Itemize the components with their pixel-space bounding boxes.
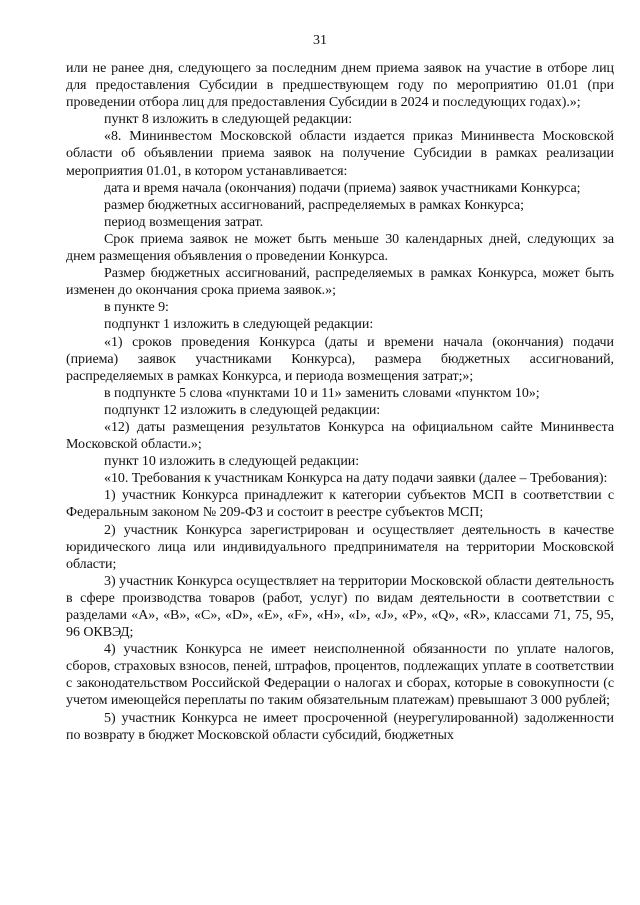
paragraph: 3) участник Конкурса осуществляет на территории Московской области деятельность в сфере производства товаров (работ, услуг) по видам деятельности в соответствии с разделами «A», «B», «C», «D», «E», «F», «H», «I», «J», «P», «Q», «R», классами 71, 75, 95, 96 ОКВЭД; <box>66 573 614 641</box>
page-number: 31 <box>313 33 327 48</box>
paragraph: или не ранее дня, следующего за последним днем приема заявок на участие в отборе лиц для предоставления Субсидии в предшествующем году по мероприятию 01.01 (при проведении отбора лиц для предоставления Субсидии в 2024 и последующих годах).»; <box>66 61 614 111</box>
paragraph: подпункт 1 изложить в следующей редакции: <box>104 317 374 333</box>
paragraph: «10. Требования к участникам Конкурса на дату подачи заявки (далее – Требования): <box>104 471 608 487</box>
paragraph: в пункте 9: <box>104 300 169 316</box>
paragraph: период возмещения затрат. <box>104 214 264 230</box>
document-body <box>66 60 614 744</box>
paragraph: пункт 10 изложить в следующей редакции: <box>104 454 360 470</box>
paragraph: 2) участник Конкурса зарегистрирован и осуществляет деятельность в качестве юридического лица или индивидуального предпринимателя на территории Московской области; <box>66 522 614 572</box>
paragraph: 1) участник Конкурса принадлежит к категории субъектов МСП в соответствии с Федеральным законом № 209-ФЗ и состоит в реестре субъектов МСП; <box>66 488 614 521</box>
paragraph: Размер бюджетных ассигнований, распределяемых в рамках Конкурса, может быть изменен до окончания срока приема заявок.»; <box>66 266 614 299</box>
paragraph: дата и время начала (окончания) подачи (приема) заявок участниками Конкурса; <box>104 180 581 196</box>
paragraph: 5) участник Конкурса не имеет просроченной (неурегулированной) задолженности по возврату в бюджет Московской области субсидий, бюджетных <box>66 710 614 743</box>
paragraph: 4) участник Конкурса не имеет неисполненной обязанности по уплате налогов, сборов, страховых взносов, пеней, штрафов, процентов, подлежащих уплате в соответствии с законодательством Российской Федерации о налогах и сборах, которые в совокупности (с учетом имеющейся переплаты по таким обязательным платежам) превышают 3 000 рублей; <box>66 642 614 709</box>
paragraph: «8. Мининвестом Московской области издается приказ Мининвеста Московской области об объявлении приема заявок на получение Субсидии в рамках реализации мероприятия 01.01, в котором устанавливается: <box>66 129 614 179</box>
paragraph: Срок приема заявок не может быть меньше 30 календарных дней, следующих за днем размещения объявления о проведении Конкурса. <box>66 231 614 265</box>
paragraph: размер бюджетных ассигнований, распределяемых в рамках Конкурса; <box>104 197 525 213</box>
paragraph: пункт 8 изложить в следующей редакции: <box>104 112 353 128</box>
paragraph: подпункт 12 изложить в следующей редакции: <box>104 402 381 418</box>
paragraph: в подпункте 5 слова «пунктами 10 и 11» заменить словами «пунктом 10»; <box>104 385 540 401</box>
paragraph: «1) сроков проведения Конкурса (даты и времени начала (окончания) подачи (приема) заявок участниками Конкурса), размера бюджетных ассигнований, распределяемых в рамках Конкурса, и периода возмещения затрат;»; <box>66 334 614 384</box>
paragraph: «12) даты размещения результатов Конкурса на официальном сайте Мининвеста Московской области.»; <box>66 419 614 453</box>
